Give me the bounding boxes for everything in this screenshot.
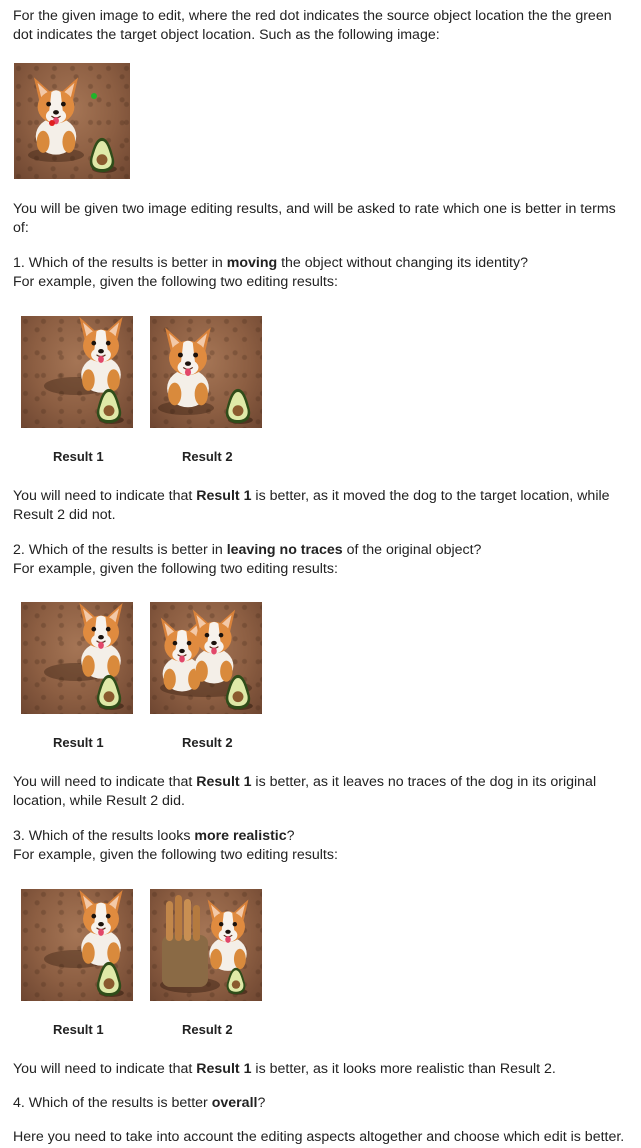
result-2-label: Result 2	[182, 449, 233, 464]
example-line-1: For example, given the following two editing results:	[13, 274, 338, 290]
result-1-label: Result 1	[53, 735, 104, 750]
question-2: 2. Which of the results is better in leaving no traces of the original object?	[13, 542, 482, 558]
question-4: 4. Which of the results is better overall?	[13, 1095, 266, 1111]
result-2-image-q3	[150, 889, 262, 1001]
intro-text: For the given image to edit, where the red dot indicates the source object location the the green dot indicates the target object location. Such as the following image:	[13, 8, 612, 43]
given-text: You will be given two image editing results, and will be asked to rate which one is better in terms of:	[13, 201, 616, 236]
answer-1: You will need to indicate that Result 1 is better, as it moved the dog to the target location, while Result 2 did not.	[13, 488, 610, 523]
red-dot-icon	[49, 120, 55, 126]
source-image	[14, 63, 130, 179]
question-3: 3. Which of the results looks more realistic?	[13, 828, 295, 844]
question-1: 1. Which of the results is better in moving the object without changing its identity?	[13, 255, 528, 271]
result-1-image-q1	[21, 316, 133, 428]
result-2-image-q1	[150, 316, 262, 428]
result-1-image-q3	[21, 889, 133, 1001]
final-text: Here you need to take into account the editing aspects altogether and choose which edit is better.	[13, 1129, 625, 1145]
example-line-2: For example, given the following two editing results:	[13, 561, 338, 577]
example-line-3: For example, given the following two editing results:	[13, 847, 338, 863]
result-1-label: Result 1	[53, 1022, 104, 1037]
result-1-image-q2	[21, 602, 133, 714]
result-2-label: Result 2	[182, 1022, 233, 1037]
answer-2: You will need to indicate that Result 1 is better, as it leaves no traces of the dog in its original location, while Result 2 did.	[13, 774, 597, 809]
result-2-label: Result 2	[182, 735, 233, 750]
answer-3: You will need to indicate that Result 1 is better, as it looks more realistic than Result 2.	[13, 1061, 556, 1077]
green-dot-icon	[91, 93, 97, 99]
result-2-image-q2	[150, 602, 262, 714]
result-1-label: Result 1	[53, 449, 104, 464]
